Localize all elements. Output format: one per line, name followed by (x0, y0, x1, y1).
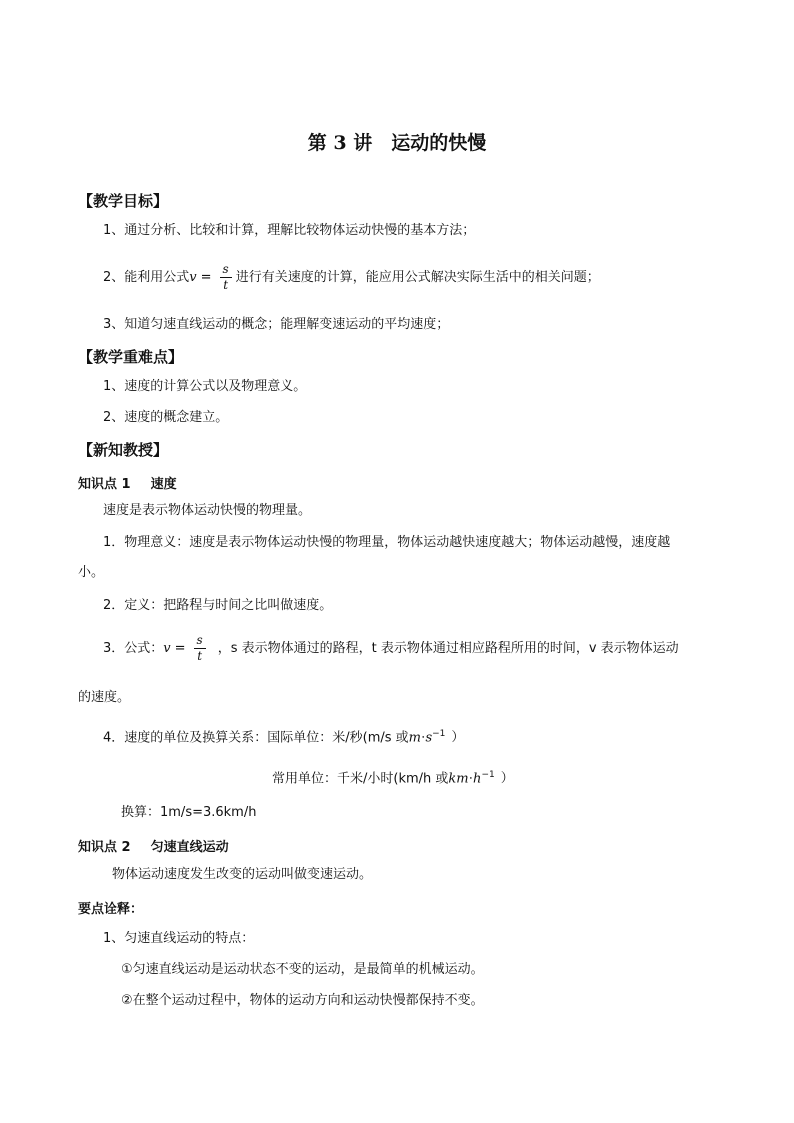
knowledge-point-2-heading (78, 836, 229, 855)
knowledge-point-1-label: 知识点 1 (78, 477, 131, 492)
kp1-formula-equals: = (174, 641, 186, 657)
page-title: 第 3 讲 运动的快慢 (307, 132, 487, 154)
kp1-formula-var-v: v (163, 641, 171, 657)
explain-heading: 要点诠释： (78, 902, 144, 917)
knowledge-point-2-title: 匀速直线运动 (150, 840, 229, 855)
goal-item-2 (103, 263, 600, 292)
goal-item-2-suffix: 进行有关速度的计算，能应用公式解决实际生活中的相关问题； (235, 270, 600, 286)
explain-sub-1: ①匀速直线运动是运动状态不变的运动，是最简单的机械运动。 (121, 962, 484, 977)
kp1-intro: 速度是表示物体运动快慢的物理量。 (103, 503, 312, 518)
goal-item-2-prefix: 2、能利用公式 (103, 270, 190, 286)
kp1-common-unit-text: km⋅h (448, 771, 482, 787)
knowledge-point-1-title: 速度 (150, 477, 177, 492)
kp2-intro: 物体运动速度发生改变的运动叫做变速运动。 (112, 867, 373, 882)
kp1-common-end: ） (500, 771, 514, 787)
key-point-item-1: 1、速度的计算公式以及物理意义。 (103, 379, 307, 394)
kp1-common-sup: −1 (481, 770, 495, 780)
knowledge-point-2-label: 知识点 2 (78, 840, 131, 855)
explain-item-1: 1、匀速直线运动的特点： (103, 931, 255, 946)
goal-item-1: 1、通过分析、比较和计算，理解比较物体运动快慢的基本方法； (103, 223, 476, 238)
kp1-item-2: 2．定义：把路程与时间之比叫做速度。 (103, 598, 333, 613)
kp1-item-3 (103, 634, 679, 663)
kp1-item-4-sup: −1 (432, 729, 446, 739)
key-point-item-2: 2、速度的概念建立。 (103, 410, 229, 425)
kp1-item-4-end: ） (451, 730, 465, 746)
kp1-item-4 (103, 730, 464, 744)
formula-fraction (220, 263, 232, 292)
kp1-common-unit (272, 771, 514, 785)
explain-sub-2: ②在整个运动过程中，物体的运动方向和运动快慢都保持不变。 (121, 993, 484, 1008)
section-heading-new-knowledge: 【新知教授】 (78, 441, 169, 459)
kp1-item-3-suffix: ，s 表示物体通过的路程，t 表示物体通过相应路程所用的时间，v 表示物体运动 (217, 641, 679, 657)
formula-var-v: v (189, 270, 197, 286)
section-heading-key-points: 【教学重难点】 (78, 348, 184, 366)
goal-item-3: 3、知道匀速直线运动的概念；能理解变速运动的平均速度； (103, 317, 450, 332)
kp1-formula-fraction (194, 634, 206, 663)
kp1-item-3-cont: 的速度。 (78, 690, 131, 705)
knowledge-point-1-heading (78, 473, 177, 492)
formula-equals: = (200, 270, 212, 286)
kp1-item-1-cont: 小。 (78, 565, 105, 580)
kp1-item-4-unit: m⋅s (408, 730, 433, 746)
formula-numerator: s (220, 263, 232, 278)
kp1-item-4-prefix: 4．速度的单位及换算关系：国际单位：米/秒(m/s 或 (103, 730, 409, 746)
kp1-conversion: 换算：1m/s=3.6km/h (121, 805, 257, 820)
kp1-formula-denominator: t (197, 649, 203, 664)
kp1-item-1: 1．物理意义：速度是表示物体运动快慢的物理量，物体运动越快速度越大；物体运动越慢，速度越 (103, 535, 671, 550)
kp1-common-prefix: 常用单位：千米/小时(km/h 或 (272, 771, 449, 787)
kp1-item-3-prefix: 3．公式： (103, 641, 164, 657)
formula-denominator: t (223, 278, 229, 293)
section-heading-goals: 【教学目标】 (78, 192, 169, 210)
kp1-formula-numerator: s (194, 634, 206, 649)
